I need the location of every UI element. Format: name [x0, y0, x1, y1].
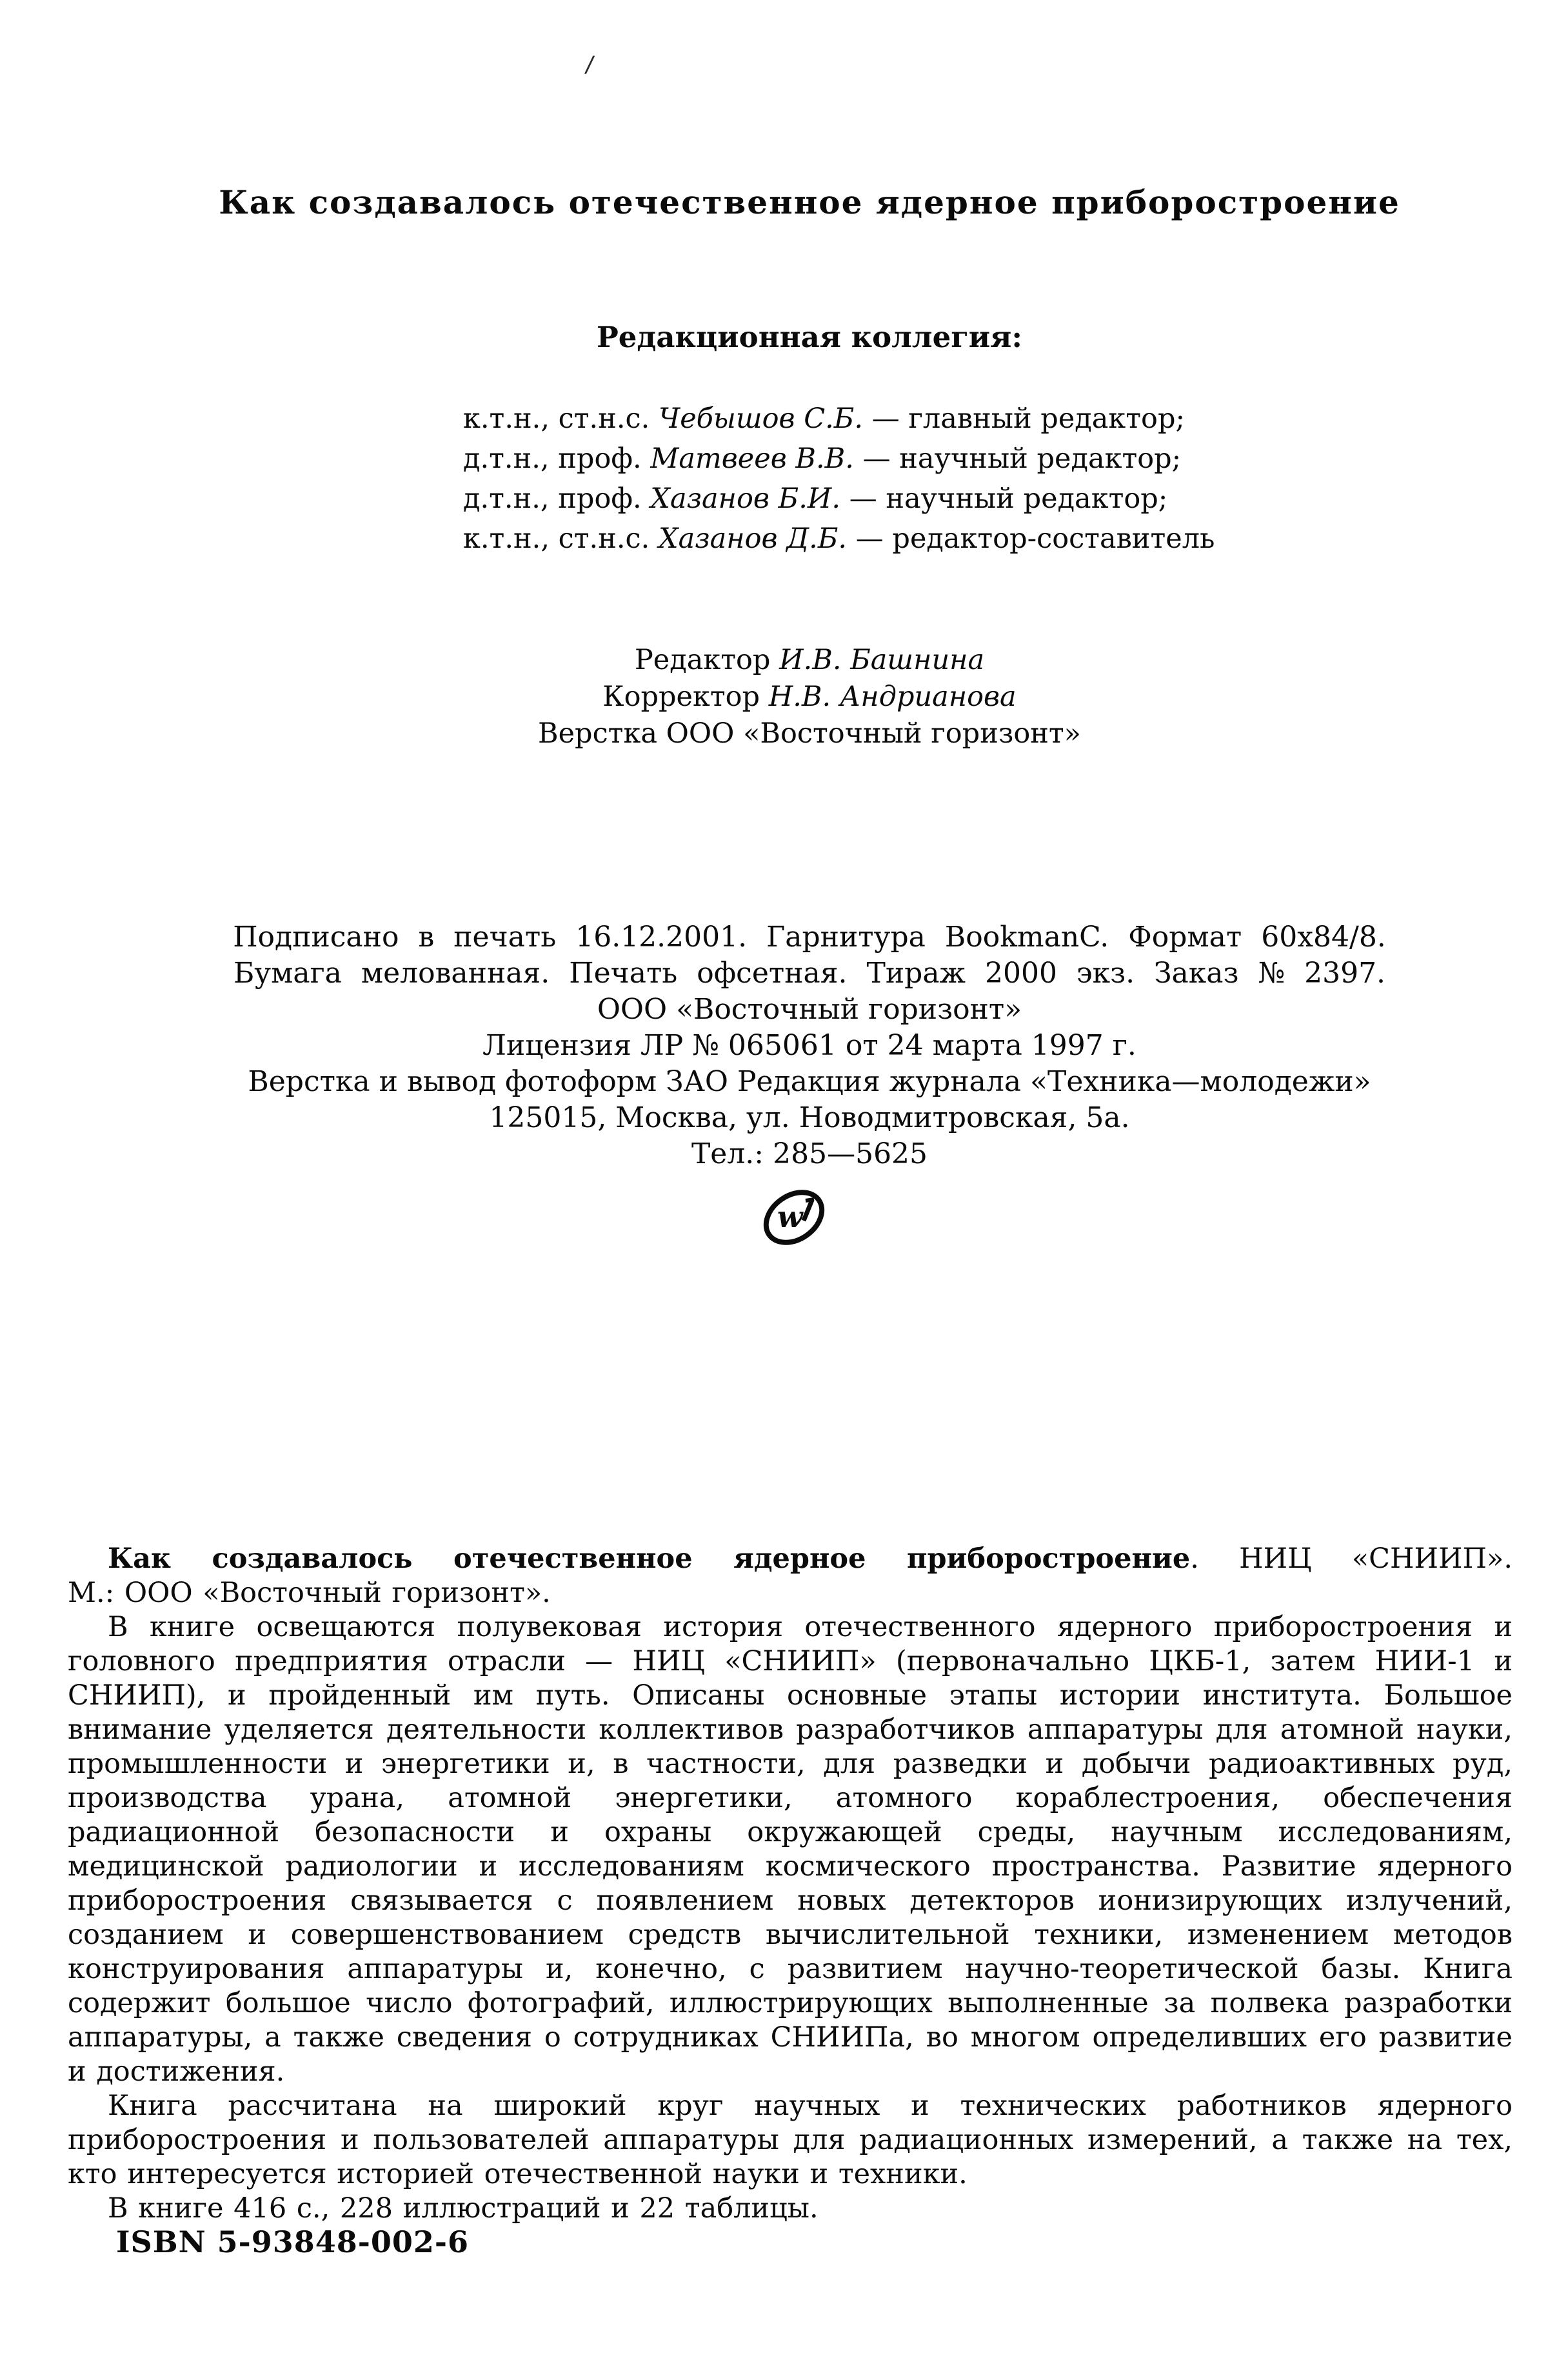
annotation-publisher-line: М.: ООО «Восточный горизонт».	[68, 1577, 551, 1609]
annotation-paragraph-1: В книге освещаются полувековая история отечественного ядерного приборостроения и головного предприятия отрасли — НИЦ «СНИИП» (первоначально ЦКБ-1, затем НИИ-1 и СНИИП), и пройденный им путь. Описаны основные этапы истории института. Большое внимание уделяется деятельности коллективов разработчиков аппаратуры для атомной науки, промышленности и энергетики и, в частности, для разведки и добычи радиоактивных руд, производства урана, атомной энергетики, атомного кораблестроения, обеспечения радиационной безопасности и охраны окружающей среды, научным исследованиям, медицинской радиологии и исследованиям космического пространства. Развитие ядерного приборостроения связывается с появлением новых детекторов ионизирующих излучений, созданием и совершенствованием средств вычислительной техники, изменением методов конструирования аппаратуры и, конечно, с развитием научно-теоретической базы. Книга содержит большое число фотографий, иллюстрирующих выполненные за полвека разработки аппаратуры, а также сведения о сотрудниках СНИИПа, во многом определивших его развитие и достижения.	[68, 1611, 1513, 2088]
publisher-logo-icon	[763, 1183, 825, 1252]
annotation-paragraph-2: Книга рассчитана на широкий круг научных и технических работников ядерного приборостроения и пользователей аппаратуры для радиационных измерений, а также на тех, кто интересуется историей отечественной науки и техники.	[68, 2090, 1513, 2190]
staff-credits	[71, 642, 1548, 752]
editorial-board-row	[463, 519, 1215, 559]
staff-row-layout	[71, 715, 1548, 752]
imprint-license-line: Лицензия ЛР № 065061 от 24 марта 1997 г.	[482, 1029, 1136, 1062]
degree-prefix: д.т.н., проф.	[463, 483, 651, 515]
imprint-paper-line: Бумага мелованная. Печать офсетная. Тираж 2000 экз. Заказ № 2397.	[233, 957, 1386, 990]
editorial-board-row	[463, 399, 1215, 439]
staff-name: И.В. Башнина	[779, 644, 985, 676]
svg-text:w: w	[777, 1199, 803, 1234]
editorial-board-row	[463, 439, 1215, 479]
editorial-board-heading: Редакционная коллегия:	[596, 320, 1023, 354]
imprint-address-line: 125015, Москва, ул. Новодмитровская, 5а.	[489, 1101, 1130, 1134]
editor-name: Хазанов Б.И.	[650, 483, 841, 515]
publisher-logo	[763, 1183, 825, 1252]
editor-name: Хазанов Д.Б.	[658, 523, 848, 555]
annotation-title-bold: Как создавалось отечественное ядерное приборостроение	[108, 1543, 1191, 1575]
isbn-number: ISBN 5-93848-002-6	[116, 2225, 470, 2259]
book-title: Как создавалось отечественное ядерное приборостроение	[219, 183, 1400, 221]
staff-name: ООО «Восточный горизонт»	[666, 717, 1081, 750]
imprint-block	[71, 919, 1548, 1172]
editor-role: — научный редактор;	[853, 443, 1182, 475]
editor-name: Чебышов С.Б.	[658, 403, 864, 435]
staff-row-editor	[71, 642, 1548, 679]
staff-name: Н.В. Андрианова	[768, 681, 1017, 713]
staff-label: Редактор	[634, 644, 780, 676]
editor-role: — редактор-составитель	[847, 523, 1215, 555]
staff-label: Верстка	[538, 717, 666, 750]
degree-prefix: к.т.н., ст.н.с.	[463, 403, 659, 435]
scan-artifact-mark: /	[584, 51, 595, 79]
editorial-board-row	[463, 479, 1215, 519]
imprint-phone-line: Тел.: 285—5625	[691, 1137, 928, 1170]
imprint-publisher-line: ООО «Восточный горизонт»	[597, 993, 1022, 1026]
editorial-board-list	[463, 399, 1215, 559]
degree-prefix: к.т.н., ст.н.с.	[463, 523, 659, 555]
annotation-lead-line	[68, 1542, 1513, 1576]
editor-role: — научный редактор;	[840, 483, 1168, 515]
imprint-prepress-line: Верстка и вывод фотоформ ЗАО Редакция журнала «Техника—молодежи»	[248, 1065, 1371, 1098]
annotation-block	[68, 1542, 1513, 2226]
annotation-title-rest: . НИЦ «СНИИП».	[1190, 1543, 1513, 1575]
imprint-print-date-line: Подписано в печать 16.12.2001. Гарнитура BookmanC. Формат 60х84/8.	[233, 921, 1386, 954]
editor-role: — главный редактор;	[863, 403, 1185, 435]
degree-prefix: д.т.н., проф.	[463, 443, 651, 475]
staff-label: Корректор	[602, 681, 769, 713]
annotation-paragraph-3: В книге 416 с., 228 иллюстраций и 22 таблицы.	[108, 2192, 819, 2225]
editor-name: Матвеев В.В.	[650, 443, 854, 475]
staff-row-proofreader	[71, 679, 1548, 715]
